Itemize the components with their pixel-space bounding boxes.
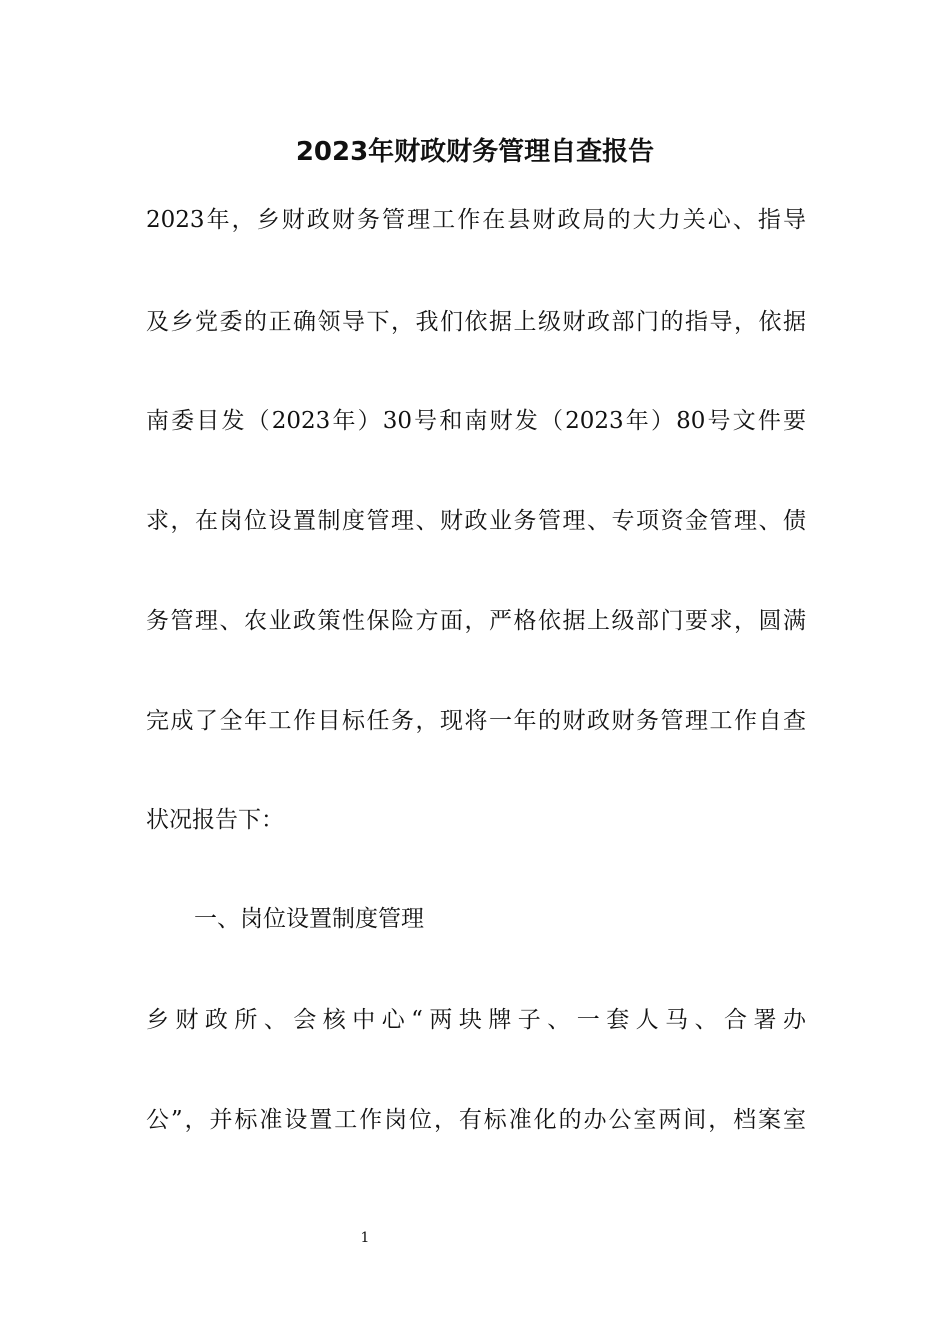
paragraph-line: 状况报告下： [146,807,284,833]
paragraph-line: 乡财政所、会核中心“两块牌子、一套人马、合署办 [146,1007,806,1033]
paragraph-line: 务管理、农业政策性保险方面，严格依据上级部门要求，圆满 [146,608,806,634]
page-number: 1 [360,1230,370,1246]
paragraph-line: 及乡党委的正确领导下，我们依据上级财政部门的指导，依据 [146,309,806,335]
paragraph-line: 公”，并标准设置工作岗位，有标准化的办公室两间，档案室 [146,1107,806,1133]
paragraph-line: 南委目发（2023年）30号和南财发（2023年）80号文件要 [146,408,806,434]
paragraph-line: 完成了全年工作目标任务，现将一年的财政财务管理工作自查 [146,708,806,734]
section-heading: 一、岗位设置制度管理 [194,906,424,932]
paragraph-line: 2023年，乡财政财务管理工作在县财政局的大力关心、指导 [146,207,806,233]
document-title: 2023年财政财务管理自查报告 [295,137,655,167]
paragraph-line: 求，在岗位设置制度管理、财政业务管理、专项资金管理、债 [146,508,806,534]
